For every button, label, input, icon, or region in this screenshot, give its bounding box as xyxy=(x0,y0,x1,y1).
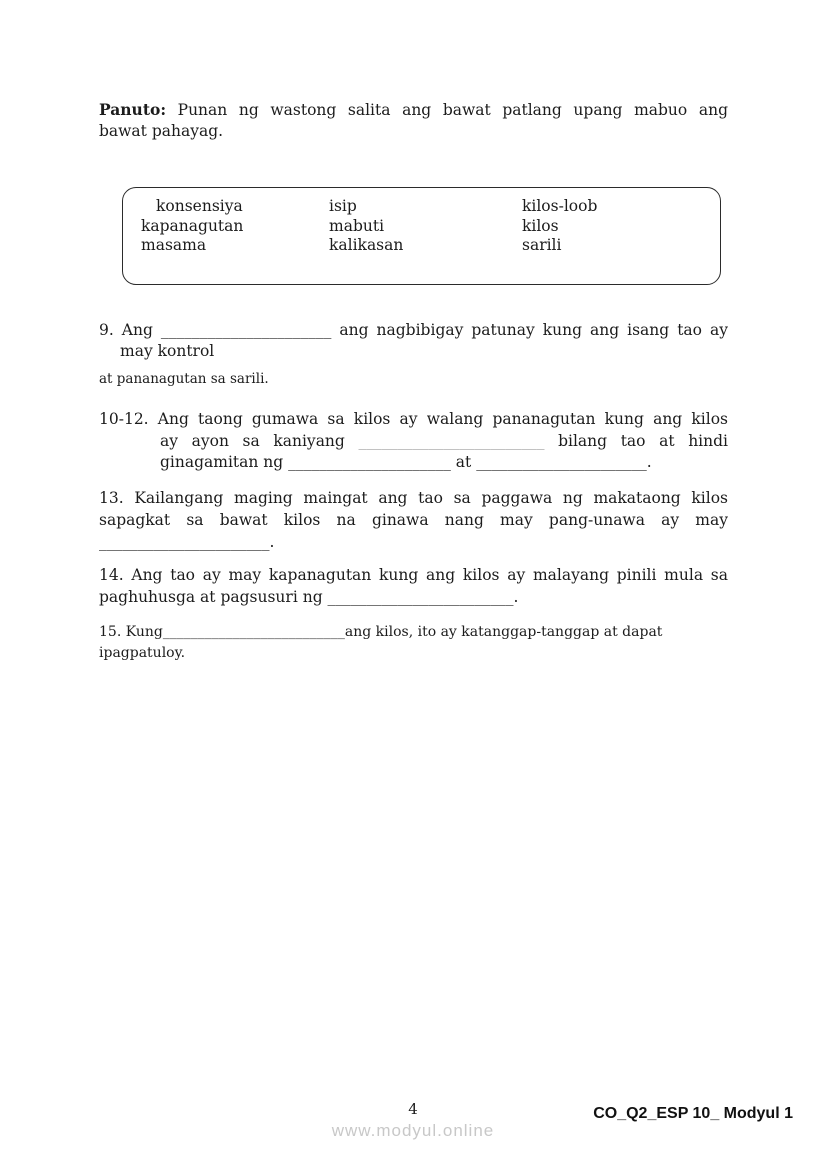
word-bank-box xyxy=(122,187,721,285)
question-15-text: ang kilos, ito ay katanggap-tanggap at dapat xyxy=(344,624,663,640)
fill-in-blank: ________________________ xyxy=(358,431,545,450)
question-10-12 xyxy=(99,409,728,474)
instructions-text: Punan ng wastong salita ang bawat patlang upang mabuo ang xyxy=(166,101,728,119)
word-bank-item: kapanagutan xyxy=(141,216,244,235)
document-code: CO_Q2_ESP 10_ Modyul 1 xyxy=(593,1105,793,1122)
question-14-line-1: 14. Ang tao ay may kapanagutan kung ang kilos ay malayang pinili mula sa xyxy=(99,566,728,584)
question-10-12-line-3: ginagamitan ng _____________________ at ______________________. xyxy=(160,453,652,471)
question-14 xyxy=(99,564,728,608)
question-10-12-text: bilang tao at hindi xyxy=(544,431,728,450)
question-14-line-2: paghuhusga at pagsusuri ng ________________________. xyxy=(99,588,519,606)
question-9-continuation: at pananagutan sa sarili. xyxy=(99,371,269,387)
word-bank-item: isip xyxy=(329,197,357,215)
word-bank-item: kilos-loob xyxy=(522,197,598,215)
word-bank-item: masama xyxy=(141,236,207,254)
instructions-line-1 xyxy=(99,99,728,121)
question-13 xyxy=(99,487,728,553)
question-15 xyxy=(99,622,728,663)
word-bank-item: kalikasan xyxy=(329,236,404,254)
word-bank-item: mabuti xyxy=(329,216,385,235)
question-9 xyxy=(99,320,728,362)
question-9-line-1: 9. Ang ______________________ ang nagbibigay patunay kung ang isang tao ay xyxy=(99,321,728,339)
question-13-line-3: ______________________. xyxy=(99,533,275,551)
watermark: www.modyul.online xyxy=(331,1121,495,1140)
question-13-line-2: sapagkat sa bawat kilos na ginawa nang may pang-unawa ay may xyxy=(99,511,728,529)
question-10-12-text: ay ayon sa kaniyang xyxy=(160,431,359,450)
question-9-line-2: may kontrol xyxy=(120,342,215,360)
word-bank-item: kilos xyxy=(522,216,559,235)
question-15-text: 15. Kung xyxy=(99,624,163,640)
word-bank-item: sarili xyxy=(522,236,562,254)
instructions-paragraph xyxy=(99,99,728,142)
fill-in-blank: __________________________ xyxy=(162,624,345,640)
instructions-line-2: bawat pahayag. xyxy=(99,122,224,140)
question-15-line-2: ipagpatuloy. xyxy=(99,644,186,661)
page-number: 4 xyxy=(408,1100,418,1118)
question-13-line-1: 13. Kailangang maging maingat ang tao sa paggawa ng makataong kilos xyxy=(99,489,728,507)
question-10-12-line-2 xyxy=(99,431,728,453)
instructions-label: Panuto: xyxy=(99,100,167,119)
question-15-line-1 xyxy=(99,622,728,643)
question-10-12-line-1: 10-12. Ang taong gumawa sa kilos ay walang pananagutan kung ang kilos xyxy=(99,410,728,428)
word-bank-item: konsensiya xyxy=(156,197,243,215)
